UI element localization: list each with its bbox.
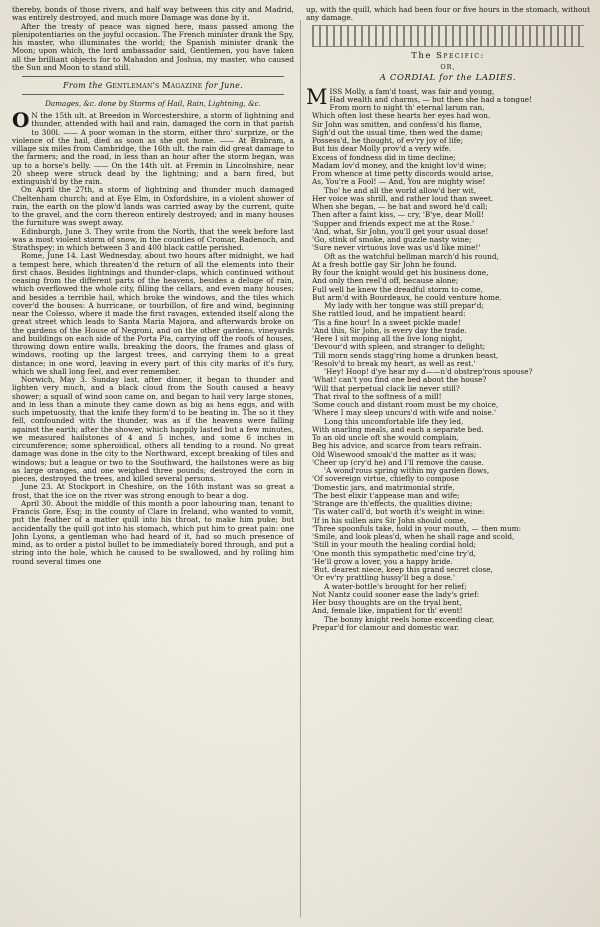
poem-verse-line: 'And this, Sir John, is every day the trade. (312, 325, 467, 335)
poem-verse-line: 'Will that perpetual clack lie never still? (312, 383, 460, 393)
poem-verse-line: 'Go, stink of smoke, and guzzle nasty wine; (312, 235, 472, 244)
poem-verse-line: Her voice was shrill, and rather loud than sweet. (312, 193, 494, 203)
poem-title-name: Specific: (436, 50, 485, 61)
poem-verse-line: 'What! can't you find one bed about the house? (312, 375, 487, 385)
news-paragraph-5: Norwich, May 3. Sunday last, after dinner, it began to thunder and lighten very much, and a black cloud from the South caused a heavy shower; a squall of wind soon came on, and began to hail very large stones, and in less than a minute they came down as big as hens eggs, and with such impetuosity, that the knife they form'd to be beating in. The so it they fell, confounded with the thunder, was as if the heavens were falling against the earth; after the shower, which happily lasted but a few minutes, we measured hailstones of 4 and 5 inches, and some 6 inches in circumference; some spheroidical, others all tending to a round. No great damage was done in the city to the Northward, except breaking of tiles and windows; but a league or two to the Southward, the hailstones were as big as large oranges, and one weighed three pounds; destroyed the corn in pieces, destroyed the trees, and killed several persons. (12, 375, 294, 483)
poem-verse-line: 'A wond'rous spring within my garden flows, (324, 466, 490, 475)
poem-verse-line: 'Tis a fine hour! In a sweet pickle made! (312, 317, 461, 327)
poem-verse-line: 'Strange are th'effects, the qualities divine; (312, 499, 473, 508)
poem-verse-line: 'Of sovereign virtue, chiefly to compose (312, 474, 459, 484)
news-paragraph-4: Rome, June 14. Last Wednesday, about two hours after midnight, we had a tempest here, which threaten'd the return of all the elements into their first chaos. Besides lightnings and thunder-claps, which continued without ceasing from the different parts of the heavens, besides a deluge of rain, which overflowed the whole city, filling the cellars, and even many houses; and besides a terrible hail, which broke the windows, and the tiles which cover'd the houses: A hurricane, or tourbillon, of fire and wind, beginning near the Colesso, where it made the first ravages, extended itself along the great street which leads to Santa Maria Majora, and afterwards broke on the gardens of the House of Negroni, and on the other gardens, vineyards and buildings on each side of the Porta Pia, carrying off the roofs of houses, throwing down entire walls, breaking the doors, the frames and glass of windows, rooting up the largest trees, and carrying them to a great distance; in one word, leaving in every part of this city marks of it's fury, which we shall long feel, and ever remember. (12, 251, 294, 376)
poem-verse-line: Not Nantz could sooner ease the lady's grief: (312, 589, 480, 599)
poem-verse-line: 'If in his sullen airs Sir John should come, (312, 515, 467, 525)
poem-verse-line: From morn to night th' eternal larum ran, (329, 103, 485, 112)
poem-or: OR, (440, 62, 456, 71)
poem-verse-line: 'Here I sit moping all the live long night, (312, 334, 463, 343)
poem-verse-line: 'Supper and friends expect me at the Rose.' (312, 218, 474, 228)
poem-verse-line: As, You're a Fool! — And, You are mighty wise! (312, 177, 486, 187)
poem-verse-line: To an old uncle oft she would complain, (312, 433, 459, 442)
poem-title (306, 51, 590, 61)
poem-verse-line: 'Some couch and distant room must be my choice, (312, 400, 499, 409)
poem-verse-line: She rattled loud, and he impatient heard: (312, 309, 466, 319)
poem-verse-line: With snarling meals, and each a separate bed. (312, 424, 484, 434)
poem-verse-line: 'Hey! Hoop! d'ye hear my d——n'd obstrep'rous spouse? (324, 367, 533, 376)
poem-verse-line: Oft as the watchful bellman march'd his round, (324, 251, 499, 261)
poem-verse-line: 'That rival to the softness of a mill! (312, 391, 442, 401)
poem-verse-line: Full well he knew the dreadful storm to come, (312, 284, 483, 294)
poem-verse-line: 'One month this sympathetic med'cine try'd, (312, 548, 476, 558)
poem-verse-line: 'Three spoonfuls take, hold in your mouth, — then mum: (312, 523, 522, 533)
poem-verses (306, 84, 590, 633)
poem-verse-line: 'And, what, Sir John, you'll get your usual dose! (312, 226, 489, 236)
poem-verse-line: By four the knight would get his business done, (312, 268, 489, 277)
poem-verse-line: The bonny knight reels home exceeding clear, (324, 614, 495, 624)
poem-verse-line: Sir John was smitten, and confess'd his flame, (312, 119, 482, 129)
poem-verse-line: At a fresh bottle gay Sir John he found. (312, 259, 457, 269)
left-column (12, 6, 294, 923)
news-paragraph-6: June 23. At Stockport in Cheshire, on the 16th instant was so great a frost, that the ice on the river was strong enough to bear a dog. (12, 482, 294, 500)
poem-verse-line: 'Resolv'd to break my heart, as well as rest.' (312, 358, 476, 368)
section-title-name: Gentleman's Magazine (105, 81, 203, 90)
section-subtitle: Damages, &c. done by Storms of Hail, Rain, Lightning, &c. (45, 99, 261, 108)
poem-verse-line: 'Devour'd with spleen, and stranger to delight; (312, 342, 486, 352)
poem-verse-line: Prepar'd for clamour and domestic war. (312, 622, 460, 632)
poem-verse-line: But his dear Molly prov'd a very wife. (312, 144, 452, 154)
poem-drop-cap: M (306, 84, 328, 109)
ornament-band (312, 25, 584, 47)
poem-subtitle: A CORDIAL for the LADIES. (379, 72, 517, 83)
poem-verse-line: When she began, — he hat and sword he'd call; (312, 202, 488, 211)
poem-verse-line: 'Still in your mouth the healing cordial hold; (312, 540, 477, 550)
poem-verse-line: Her busy thoughts are on the tryal bent, (312, 598, 462, 607)
poem-verse-line: Excess of fondness did in time decline; (312, 152, 456, 162)
column-divider (300, 20, 301, 917)
continuation-paragraph: up, with the quill, which had been four or five hours in the stomach, without any damage. (306, 6, 590, 23)
section-rule-top (22, 76, 284, 77)
poem-verse-line: 'But, dearest niece, keep this grand secret close, (312, 565, 493, 574)
poem-verse-line: Madam lov'd money, and the knight lov'd wine; (312, 160, 487, 170)
poem-verse-line: Sigh'd out the usual time, then wed the dame; (312, 127, 484, 137)
poem-verse-line: 'He'll grow a lover, you a happy bride. (312, 556, 453, 566)
poem-verse-line: A water-bottle's brought for her relief; (324, 581, 467, 591)
poem-verse-line: Old Wisewood smoak'd the matter as it was; (312, 449, 477, 459)
poem-verse-line: 'Cheer up (cry'd he) and I'll remove the cause. (312, 457, 484, 467)
poem-verse-line: 'Or ev'ry prattling hussy'll beg a dose.' (312, 573, 456, 583)
poem-verse-line: 'Till morn sends stagg'ring home a drunken beast, (312, 350, 499, 360)
poem-title-prefix: The (411, 50, 432, 61)
news-paragraph-1 (12, 108, 294, 186)
poem-verse-line: Long this uncomfortable life they led, (324, 416, 464, 426)
right-column (306, 6, 590, 923)
poem-verse-line: And only then reel'd off, because alone; (312, 276, 459, 286)
section-rule-bottom (22, 94, 284, 95)
poem-verse-line: Tho' he and all the world allow'd her wit, (324, 185, 477, 195)
poem-verse-line: 'Smile, and look pleas'd, when he shall rage and scold, (312, 532, 515, 541)
news-paragraph-7: April 30. About the middle of this month a poor labouring man, tenant to Francis Gore, Esq; in the county of Clare in Ireland, who wanted to vomit, put the feather of a matter quill into his throat, to make him puke; but accidentally the quill got into his stomach, which put him to great pain: one John Lyons, a gentleman who had heard of it, had so much presence of mind, as to order a pistol bullet to be immediately bored through, and put a string into the hole, which he caused to be swallowed, and by rolling him round several times one (12, 498, 294, 566)
news-paragraph-1-text: N the 15th ult. at Breedon in Worcestershire, a storm of lightning and thunder, attended with hail and rain, damaged the corn in that parish to 300l. —— A poor woman in the storm, either thro' surprize, or the violence of the hail, died as soon as she got home. —— At Brabram, a village six miles from Cambridge, the 16th ult. the rain did great damage to the farmers; and the road, in less than an hour after the storm began, was up to a horse's belly. —— On the 14th ult. at Fremin in Lincolnshire, near 20 sheep were struck dead by the lightning; and a barn fired, but extinguish'd by the rain. (12, 111, 294, 186)
poem-verse-line: Then after a faint kiss, — cry, 'B'ye, dear Moll! (312, 210, 484, 220)
drop-cap: O (12, 108, 30, 132)
intro-paragraph-2: After the treaty of peace was signed here, mass passed among the plenipotentiaries on the joyful occasion. The French minister drank the Spy, his master, who illuminates the world; the Spanish minister drank the Moon; upon which, the lord ambassador said, Gentlemen, you have taken all the brilliant objects for to Mahadon and Joshua, my master, who caused the Sun and Moon to stand still. (12, 21, 294, 72)
section-title-prefix: From the (63, 81, 103, 90)
poem-verse-line: ISS Molly, a fam'd toast, was fair and young, (329, 86, 495, 96)
section-title-suffix: for June. (205, 81, 243, 90)
poem-verse-line: And, female like, impatient for th' event! (312, 606, 463, 616)
poem-verse-line: Possess'd, he thought, of ev'ry joy of life; (312, 136, 464, 145)
poem-verse-line: 'Tis water call'd, but worth it's weight in wine: (312, 507, 485, 517)
poem-verse-line: Which often lost these hearts her eyes had won. (312, 111, 491, 121)
poem-verse-line: But arm'd with Bourdeaux, he could venture home. (312, 292, 502, 302)
poem-verse-line: Beg his advice, and scarce from tears refrain. (312, 441, 482, 451)
poem-verse-line: From whence at time petty discords would arise, (312, 169, 494, 178)
news-paragraph-3: Edinburgh, June 3. They write from the North, that the week before last was a most violent storm of snow, in the counties of Cromar, Badenoch, and Strathspey; in which between 3 and 400 black cattle perished. (12, 226, 294, 252)
poem-verse-line: 'Sure never virtuous love was us'd like mine!' (312, 243, 481, 253)
poem-verse-line: 'The best elixir t'appease man and wife; (312, 490, 460, 500)
intro-paragraph-1: thereby, bonds of those rivers, and half way between this city and Madrid, was entirely destroyed, and much more Damage was done by it. (12, 6, 294, 23)
poem-verse-line: 'Where I may sleep uncurs'd with wife and noise.' (312, 408, 496, 418)
poem-verse-line: My lady with her tongue was still prepar'd; (324, 301, 484, 310)
poem-verse-line: Had wealth and charms, — but then she had a tongue! (329, 94, 533, 104)
news-paragraph-2: On April the 27th, a storm of lightning and thunder much damaged Cheltenham church; and at Eye Elm, in Oxfordshire, in a violent shower of rain, the earth on the plow'd lands was carried away by the current, quite to the gravel, and the corn thereon entirely destroyed; and in many houses the furniture was swept away. (12, 185, 294, 228)
poem-verse-line: 'Domestic jars, and matrimonial strife, (312, 482, 455, 492)
section-title (12, 81, 294, 90)
